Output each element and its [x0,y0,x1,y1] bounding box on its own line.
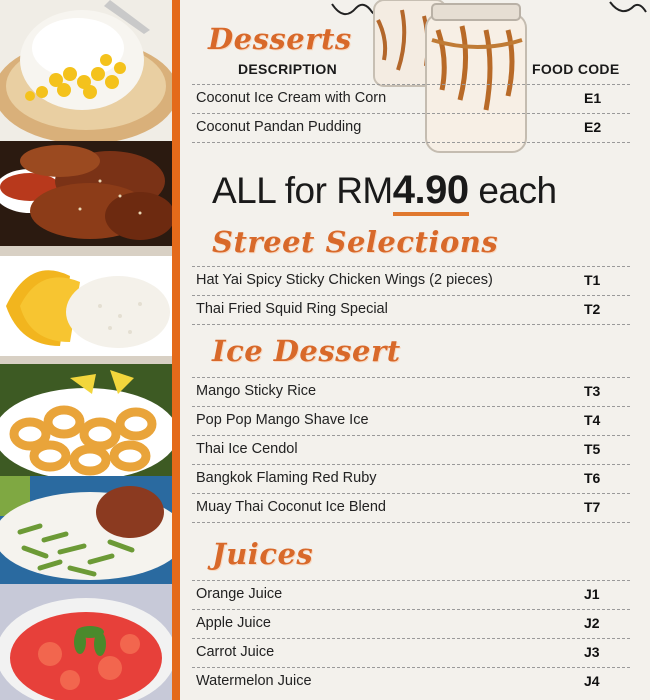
item-code: J2 [584,615,600,631]
item-description: Mango Sticky Rice [196,383,317,399]
mango-sticky-rice-photo [0,246,172,368]
item-code: J4 [584,673,600,689]
item-description: Thai Fried Squid Ring Special [196,301,388,317]
promo-lead: ALL for RM [212,170,393,211]
item-code: T1 [584,272,601,288]
menu-row [192,667,630,696]
menu-row [192,493,630,523]
item-code: T6 [584,470,601,486]
item-description: Coconut Ice Cream with Corn [196,90,387,106]
promo-price: 4.90 [393,168,469,216]
coconut-ice-cream-photo [0,0,172,145]
red-ruby-photo [0,584,172,700]
item-description: Orange Juice [196,586,283,602]
column-header-food-code: FOOD CODE [532,61,620,77]
item-description: Watermelon Juice [196,673,312,689]
item-description: Carrot Juice [196,644,275,660]
menu-row [192,580,630,609]
promo-trail: each [468,170,557,211]
menu-row [192,113,630,143]
item-description: Apple Juice [196,615,271,631]
menu-row [192,435,630,464]
item-code: T7 [584,499,601,515]
item-code: J1 [584,586,600,602]
menu-panel [180,0,650,700]
doodle-swirl-icon [608,0,648,20]
item-code: E2 [584,119,602,135]
menu-row [192,295,630,325]
item-description: Bangkok Flaming Red Ruby [196,470,377,486]
column-header-description: DESCRIPTION [238,61,337,77]
item-code: T2 [584,301,601,317]
item-code: E1 [584,90,602,106]
menu-row [192,609,630,638]
menu-row [192,464,630,493]
menu-row [192,638,630,667]
item-code: J3 [584,644,600,660]
menu-row [192,84,630,113]
strip-border [172,0,180,700]
section-title-street-selections: Street Selections [212,225,499,259]
item-description: Muay Thai Coconut Ice Blend [196,499,386,515]
item-description: Pop Pop Mango Shave Ice [196,412,369,428]
menu-row [192,377,630,406]
cendol-photo [0,476,172,588]
item-description: Coconut Pandan Pudding [196,119,362,135]
promo-price-banner [212,168,632,218]
section-title-juices: Juices [212,537,314,571]
item-code: T3 [584,383,601,399]
menu-row [192,266,630,295]
item-code: T4 [584,412,601,428]
section-title-desserts: Desserts [208,22,352,56]
section-title-ice-dessert: Ice Dessert [212,334,401,368]
food-photo-strip [0,0,180,700]
item-description: Hat Yai Spicy Sticky Chicken Wings (2 pieces) [196,272,493,288]
chicken-wings-photo [0,141,172,250]
squid-rings-photo [0,364,172,480]
item-code: T5 [584,441,601,457]
menu-row [192,406,630,435]
item-description: Thai Ice Cendol [196,441,298,457]
